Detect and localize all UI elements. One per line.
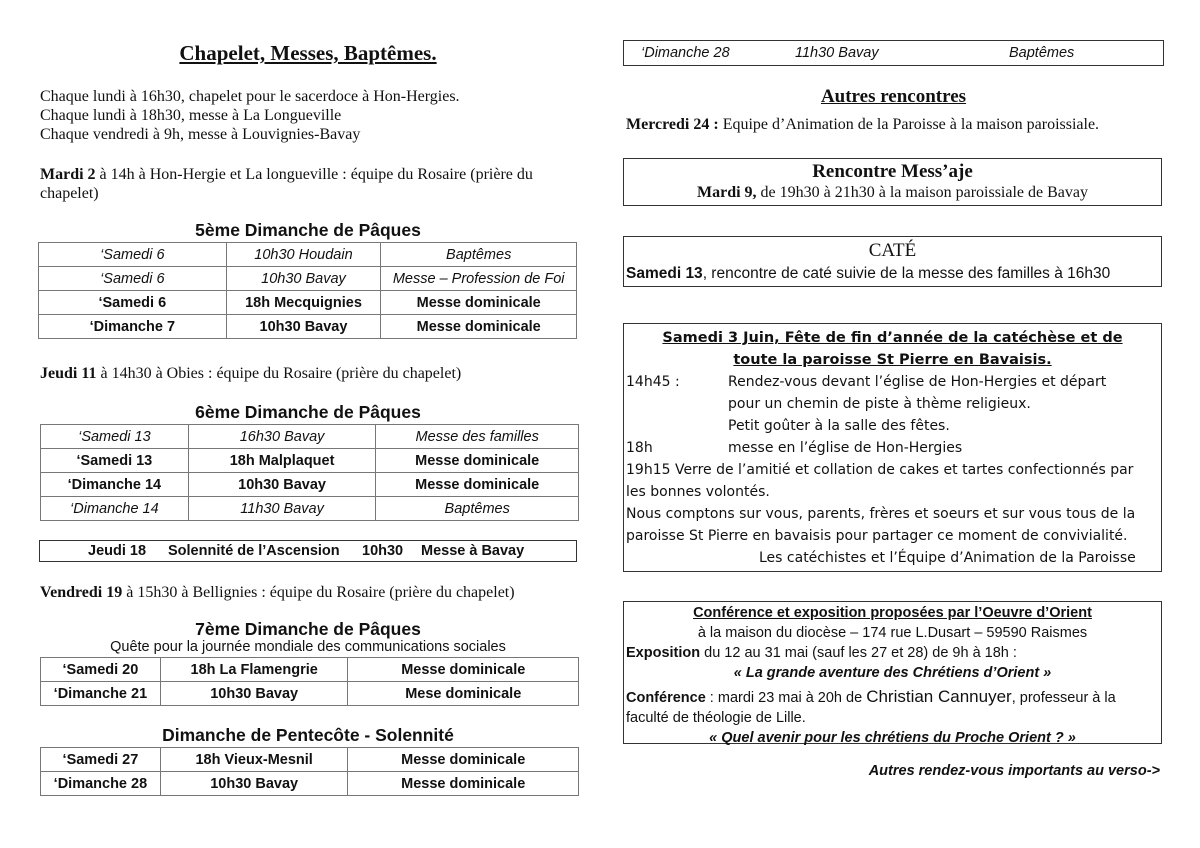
table-row <box>41 658 579 682</box>
fete-line: pour un chemin de piste à thème religieux. <box>728 396 1031 412</box>
section-subtitle-7: Quête pour la journée mondiale des communications sociales <box>110 639 506 655</box>
notice-date: Mercredi 24 : <box>626 116 719 133</box>
conference-box <box>623 601 1162 744</box>
table-row <box>41 473 579 497</box>
exposition-dates: du 12 au 31 mai (sauf les 27 et 28) de 9h à 18h : <box>700 645 1017 661</box>
table-row <box>39 243 577 267</box>
row-time: 11h30 Bavay <box>188 497 376 521</box>
row-time: 10h30 Bavay <box>160 682 348 706</box>
row-time: 10h30 Bavay <box>188 473 376 497</box>
conference-place: à la maison du diocèse – 174 rue L.Dusart – 59590 Raismes <box>697 625 1088 641</box>
row-time: 18h Mecquignies <box>226 291 381 315</box>
table-row <box>39 291 577 315</box>
fete-title-line-2: toute la paroisse St Pierre en Bavaisis. <box>733 352 1052 368</box>
row-time: 18h Vieux-Mesnil <box>160 748 348 772</box>
notice-date: Jeudi 11 <box>40 365 97 382</box>
table-row <box>41 772 579 796</box>
fete-time-1445: 14h45 : <box>626 374 680 390</box>
mercredi-24-notice <box>623 115 1186 134</box>
fete-line: paroisse St Pierre en bavaisis pour partager ce moment de convivialité. <box>626 528 1128 544</box>
notice-text: à 15h30 à Bellignies : équipe du Rosaire (prière du chapelet) <box>122 584 515 601</box>
notice-text: à 14h à Hon-Hergie et La longueville : équipe du Rosaire (prière du chapelet) <box>40 166 533 202</box>
section-title-6: 6ème Dimanche de Pâques <box>195 402 421 422</box>
row-event: Baptêmes <box>1009 45 1075 61</box>
conference-date: : mardi 23 mai à 20h de <box>705 690 867 706</box>
notice-date: Samedi 13 <box>626 265 703 282</box>
conference-line <box>624 687 1161 708</box>
ascension-time: 10h30 <box>362 543 404 559</box>
row-day: ‘Dimanche 28 <box>641 45 730 61</box>
ascension-day: Jeudi 18 <box>88 543 147 559</box>
exposition-title: « La grande aventure des Chrétiens d’Orient » <box>733 665 1052 681</box>
section-title-7: 7ème Dimanche de Pâques <box>195 619 421 639</box>
cate-title: CATÉ <box>868 240 917 261</box>
row-day: ‘Samedi 13 <box>41 425 189 449</box>
row-time: 16h30 Bavay <box>188 425 376 449</box>
fete-line: Rendez-vous devant l’église de Hon-Hergies et départ <box>728 374 1107 390</box>
row-day: ‘Dimanche 14 <box>41 497 189 521</box>
row-event: Mese dominicale <box>348 682 579 706</box>
fete-line: Petit goûter à la salle des fêtes. <box>728 418 950 434</box>
row-event: Baptêmes <box>381 243 577 267</box>
conference-label: Conférence <box>626 690 706 706</box>
row-day: ‘Dimanche 28 <box>41 772 161 796</box>
fete-line: 19h15 Verre de l’amitié et collation de cakes et tartes confectionnés par <box>626 462 1134 478</box>
row-time: 10h30 Houdain <box>226 243 381 267</box>
row-day: ‘Samedi 6 <box>39 243 227 267</box>
section-title-pentecote: Dimanche de Pentecôte - Solennité <box>162 725 454 745</box>
ascension-name: Solennité de l’Ascension <box>168 543 340 559</box>
messaje-box <box>623 158 1162 206</box>
table-row <box>41 425 579 449</box>
row-time: 18h La Flamengrie <box>160 658 348 682</box>
footer-note: Autres rendez-vous importants au verso-> <box>868 763 1160 779</box>
fete-line: Nous comptons sur vous, parents, frères et soeurs et sur vous tous de la <box>626 506 1136 522</box>
notice-text: Equipe d’Animation de la Paroisse à la maison paroissiale. <box>718 116 1100 133</box>
table-row <box>39 315 577 339</box>
table-row <box>41 497 579 521</box>
autres-rencontres-title: Autres rencontres <box>820 86 967 107</box>
row-day: ‘Dimanche 7 <box>39 315 227 339</box>
row-day: ‘Dimanche 21 <box>41 682 161 706</box>
row-event: Messe dominicale <box>348 748 579 772</box>
notice-date: Mardi 2 <box>40 166 96 183</box>
vendredi-19-notice <box>40 583 585 602</box>
messaje-notice <box>624 183 1161 202</box>
notice-date: Mardi 9, <box>696 184 757 201</box>
fete-line: les bonnes volontés. <box>626 484 770 500</box>
row-event: Messe dominicale <box>348 772 579 796</box>
exposition-label: Exposition <box>626 645 701 661</box>
table-row <box>39 267 577 291</box>
row-time: 11h30 Bavay <box>795 45 879 61</box>
fete-box <box>623 323 1162 572</box>
jeudi-11-notice <box>40 364 585 383</box>
notice-text: de 19h30 à 21h30 à la maison paroissiale de Bavay <box>756 184 1088 201</box>
fete-line: messe en l’église de Hon-Hergies <box>728 440 963 456</box>
row-event: Messe – Profession de Foi <box>381 267 577 291</box>
conference-title: Conférence et exposition proposées par l’Oeuvre d’Orient <box>693 605 1092 621</box>
weekly-line: Chaque vendredi à 9h, messe à Louvignies-Bavay <box>40 126 361 143</box>
row-event: Messe des familles <box>376 425 579 449</box>
weekly-schedule <box>40 87 600 144</box>
row-day: ‘Samedi 27 <box>41 748 161 772</box>
fete-time-18h: 18h <box>626 440 653 456</box>
row-event: Messe dominicale <box>381 291 577 315</box>
row-event: Baptêmes <box>376 497 579 521</box>
messaje-title: Rencontre Mess’aje <box>812 161 973 182</box>
table-row <box>41 748 579 772</box>
page-title: Chapelet, Messes, Baptêmes. <box>179 41 437 65</box>
row-day: ‘Samedi 6 <box>39 291 227 315</box>
section-title-5: 5ème Dimanche de Pâques <box>195 220 421 240</box>
fete-signature: Les catéchistes et l’Équipe d’Animation de la Paroisse <box>759 550 1136 566</box>
cate-box <box>623 236 1162 287</box>
speaker-name: Christian Cannuyer <box>866 687 1012 706</box>
row-day: ‘Samedi 20 <box>41 658 161 682</box>
schedule-table-7 <box>40 657 579 706</box>
row-day: ‘Dimanche 14 <box>41 473 189 497</box>
ascension-box <box>39 540 577 562</box>
notice-date: Vendredi 19 <box>40 584 123 601</box>
row-event: Messe dominicale <box>381 315 577 339</box>
weekly-line: Chaque lundi à 18h30, messe à La Longueville <box>40 107 342 124</box>
ascension-event: Messe à Bavay <box>421 543 525 559</box>
fete-title-line-1: Samedi 3 Juin, Fête de fin d’année de la catéchèse et de <box>662 330 1123 346</box>
mardi-2-notice <box>40 165 585 203</box>
row-day: ‘Samedi 13 <box>41 449 189 473</box>
row-event: Messe dominicale <box>376 449 579 473</box>
table-row <box>41 682 579 706</box>
row-time: 10h30 Bavay <box>226 315 381 339</box>
conference-topic: « Quel avenir pour les chrétiens du Proche Orient ? » <box>709 730 1076 746</box>
conference-role: , professeur à la <box>1011 690 1116 706</box>
row-event: Messe dominicale <box>376 473 579 497</box>
weekly-line: Chaque lundi à 16h30, chapelet pour le sacerdoce à Hon-Hergies. <box>40 88 460 105</box>
schedule-table-pentecote <box>40 747 579 796</box>
row-time: 10h30 Bavay <box>226 267 381 291</box>
table-row <box>41 449 579 473</box>
row-time: 18h Malplaquet <box>188 449 376 473</box>
row-day: ‘Samedi 6 <box>39 267 227 291</box>
row-time: 10h30 Bavay <box>160 772 348 796</box>
notice-text: à 14h30 à Obies : équipe du Rosaire (prière du chapelet) <box>96 365 462 382</box>
exposition-line <box>624 643 1161 663</box>
dimanche-28-row <box>623 40 1164 66</box>
schedule-table-6 <box>40 424 579 521</box>
schedule-table-5 <box>38 242 577 339</box>
cate-notice <box>624 265 1161 283</box>
notice-text: , rencontre de caté suivie de la messe des familles à 16h30 <box>702 265 1111 282</box>
row-event: Messe dominicale <box>348 658 579 682</box>
conference-line-2: faculté de théologie de Lille. <box>626 710 806 726</box>
